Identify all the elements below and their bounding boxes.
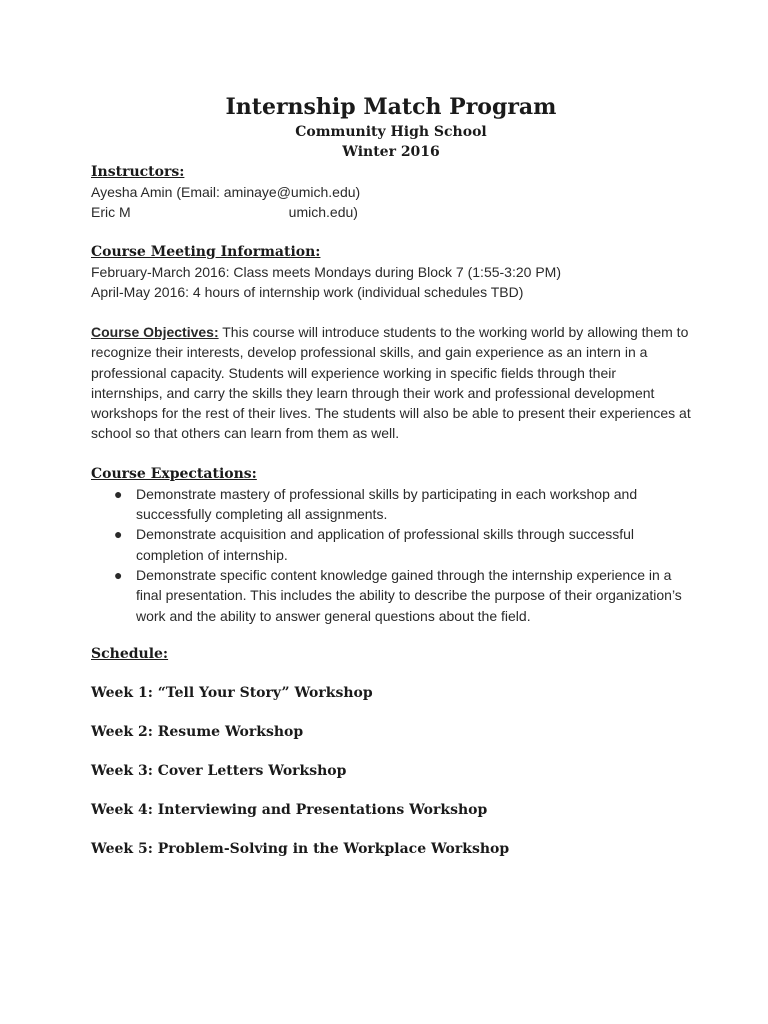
- week-item: Week 3: Cover Letters Workshop: [91, 762, 347, 779]
- document-title: Internship Match Program: [225, 94, 557, 120]
- meeting-line-2: April-May 2016: 4 hours of internship work (individual schedules TBD): [91, 284, 524, 300]
- instructor-2-email: umich.edu): [288, 204, 358, 220]
- expectations-section: [91, 464, 691, 626]
- school-name: Community High School: [295, 124, 487, 140]
- instructors-section: [91, 162, 691, 222]
- bullet-icon: ●: [114, 526, 123, 543]
- expectation-text: Demonstrate specific content knowledge gained through the internship experience in a final presentation. This includes the ability to describe the purpose of their organization’s work and the ability to answer general questions about the field.: [136, 566, 682, 624]
- instructor-line-1: Ayesha Amin (Email: aminaye@umich.edu): [91, 184, 361, 200]
- instructor-line-2: [91, 202, 691, 222]
- meeting-line-1: February-March 2016: Class meets Mondays during Block 7 (1:55-3:20 PM): [91, 264, 561, 280]
- list-item: [114, 524, 691, 565]
- bullet-icon: ●: [114, 566, 123, 583]
- list-item: [114, 565, 691, 626]
- instructors-heading: Instructors:: [91, 164, 185, 180]
- week-item: Week 1: “Tell Your Story” Workshop: [91, 684, 373, 701]
- schedule-heading: Schedule:: [91, 645, 169, 662]
- list-item: [114, 484, 691, 525]
- objectives-heading: Course Objectives:: [91, 324, 219, 340]
- expectation-text: Demonstrate mastery of professional skills by participating in each workshop and successfully completing all assignments.: [136, 485, 638, 523]
- meeting-section: [91, 242, 691, 302]
- bullet-icon: ●: [114, 485, 123, 502]
- week-list: [91, 683, 691, 859]
- document-header: [91, 92, 691, 162]
- objectives-text: This course will introduce students to the working world by allowing them to recognize their interests, develop professional skills, and gain experience as an intern in a professional capacity. Students will experience working in specific fields through their internships, and carry the skills they learn through their work and professional development workshops for the rest of their lives. The students will also be able to present their experiences at school so that others can learn from them as well.: [91, 324, 691, 442]
- expectations-heading: Course Expectations:: [91, 465, 257, 482]
- week-item: Week 2: Resume Workshop: [91, 723, 304, 740]
- objectives-paragraph: [91, 322, 691, 444]
- document-page: [91, 92, 691, 878]
- term-label: Winter 2016: [342, 144, 440, 160]
- week-item: Week 4: Interviewing and Presentations Workshop: [91, 801, 488, 818]
- expectations-list: [91, 484, 691, 626]
- instructor-2-name: Eric M: [91, 204, 131, 220]
- meeting-heading: Course Meeting Information:: [91, 244, 321, 260]
- week-item: Week 5: Problem-Solving in the Workplace Workshop: [91, 840, 510, 857]
- expectation-text: Demonstrate acquisition and application of professional skills through successful completion of internship.: [136, 526, 635, 563]
- schedule-section: [91, 644, 691, 859]
